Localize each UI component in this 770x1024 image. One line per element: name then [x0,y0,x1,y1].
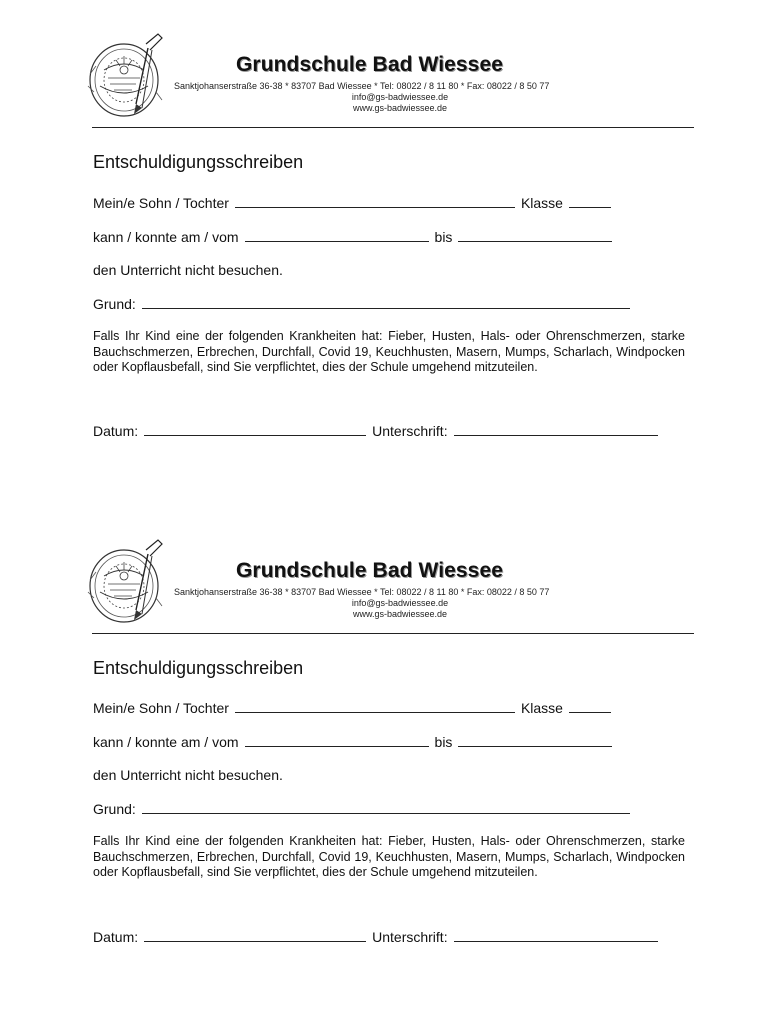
to-date-field[interactable] [458,229,612,242]
child-name-field[interactable] [235,700,515,713]
child-name-field[interactable] [235,195,515,208]
signature-field[interactable] [454,929,658,942]
illness-notice: Falls Ihr Kind eine der folgenden Krankheiten hat: Fieber, Husten, Hals- oder Ohrenschmerzen, starke Bauchschmerzen, Erbrechen, Durchfall, Covid 19, Keuchhusten, Masern, Mumps, Scharlach, Windpocken oder Kopflausbefall, sind Sie verpflichtet, dies der Schule umgehend mitzuteilen. [93,329,685,374]
date-label: Datum: [93,929,139,945]
absence-text: den Unterricht nicht besuchen. [93,262,283,278]
form-title: Entschuldigungsschreiben [93,658,304,678]
signature-row [93,929,664,945]
class-field[interactable] [569,195,611,208]
from-date-field[interactable] [245,734,429,747]
class-label: Klasse [520,195,563,211]
to-label: bis [434,734,453,750]
reason-field[interactable] [142,296,630,309]
signature-label: Unterschrift: [372,423,448,439]
date-range-row [93,734,618,750]
reason-row [93,801,636,817]
to-label: bis [434,229,453,245]
from-label: kann / konnte am / vom [93,734,239,750]
class-label: Klasse [520,700,563,716]
date-range-row [93,229,618,245]
school-website: www.gs-badwiessee.de [352,609,448,619]
school-email: info@gs-badwiessee.de [351,598,449,608]
child-label: Mein/e Sohn / Tochter [93,195,229,211]
header-divider [92,127,694,128]
school-name: Grundschule Bad Wiessee [236,53,504,76]
from-date-field[interactable] [245,229,429,242]
school-name: Grundschule Bad Wiessee [236,559,504,582]
date-field[interactable] [144,929,366,942]
date-field[interactable] [144,423,366,436]
child-label: Mein/e Sohn / Tochter [93,700,229,716]
school-logo [86,536,168,628]
header-divider [92,633,694,634]
absence-form-bottom [0,506,770,1006]
absence-form-top [0,0,770,500]
form-title: Entschuldigungsschreiben [93,152,304,172]
school-seal-icon [86,536,168,628]
child-row [93,195,617,211]
absence-text: den Unterricht nicht besuchen. [93,767,283,783]
signature-label: Unterschrift: [372,929,448,945]
reason-row [93,296,636,312]
class-field[interactable] [569,700,611,713]
school-logo [86,30,168,122]
illness-notice: Falls Ihr Kind eine der folgenden Krankheiten hat: Fieber, Husten, Hals- oder Ohrenschmerzen, starke Bauchschmerzen, Erbrechen, Durchfall, Covid 19, Keuchhusten, Masern, Mumps, Scharlach, Windpocken oder Kopflausbefall, sind Sie verpflichtet, dies der Schule umgehend mitzuteilen. [93,834,685,879]
school-seal-icon [86,30,168,122]
school-email: info@gs-badwiessee.de [351,92,449,102]
signature-field[interactable] [454,423,658,436]
from-label: kann / konnte am / vom [93,229,239,245]
school-address: Sanktjohanserstraße 36-38 * 83707 Bad Wiessee * Tel: 08022 / 8 11 80 * Fax: 08022 / 8 50 77 [174,81,550,91]
signature-row [93,423,664,439]
reason-label: Grund: [93,801,136,817]
school-website: www.gs-badwiessee.de [352,103,448,113]
school-address: Sanktjohanserstraße 36-38 * 83707 Bad Wiessee * Tel: 08022 / 8 11 80 * Fax: 08022 / 8 50 77 [174,587,550,597]
to-date-field[interactable] [458,734,612,747]
child-row [93,700,617,716]
reason-label: Grund: [93,296,136,312]
reason-field[interactable] [142,801,630,814]
date-label: Datum: [93,423,139,439]
